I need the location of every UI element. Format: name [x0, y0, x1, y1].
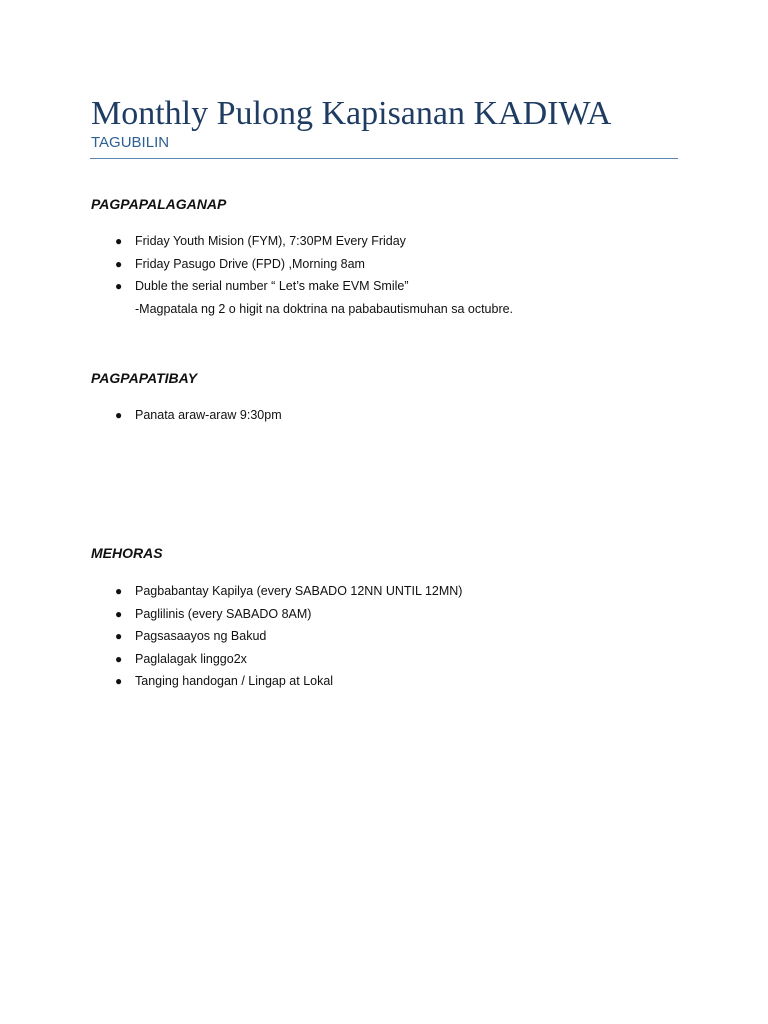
bullet-icon: ● — [115, 408, 123, 422]
bullet-icon: ● — [115, 629, 123, 643]
list-item — [0, 670, 462, 693]
bullet-icon: ● — [115, 584, 123, 598]
section-heading-pagpapatibay: PAGPAPATIBAY — [91, 370, 198, 386]
list-item-text: Paglalagak linggo2x — [135, 651, 247, 666]
list-item — [0, 275, 513, 320]
section-list-mehoras — [0, 580, 462, 693]
list-item-text: Pagsasaayos ng Bakud — [135, 629, 267, 643]
bullet-icon: ● — [115, 234, 123, 248]
section-list-pagpapalaganap — [0, 230, 513, 320]
section-heading-pagpapalaganap: PAGPAPALAGANAP — [91, 196, 227, 212]
section-list-pagpapatibay — [0, 404, 282, 427]
title-divider — [90, 158, 678, 159]
bullet-icon: ● — [115, 651, 123, 666]
list-item — [0, 625, 462, 648]
list-item — [0, 580, 462, 603]
list-item-text: Pagbabantay Kapilya (every SABADO 12NN UNTIL 12MN) — [135, 584, 463, 598]
bullet-icon: ● — [115, 279, 123, 293]
document-subtitle: TAGUBILIN — [91, 134, 170, 151]
list-item — [0, 648, 462, 671]
list-item-text: Friday Youth Mision (FYM), 7:30PM Every Friday — [135, 234, 406, 248]
list-item-text: Duble the serial number “ Let’s make EVM Smile” — [135, 279, 409, 293]
list-item-text: Tanging handogan / Lingap at Lokal — [135, 674, 334, 688]
list-item-text: Friday Pasugo Drive (FPD) ,Morning 8am — [135, 256, 365, 271]
section-heading-mehoras: MEHORAS — [91, 545, 163, 561]
list-item — [0, 603, 462, 626]
bullet-icon: ● — [115, 674, 123, 688]
bullet-icon: ● — [115, 606, 123, 621]
list-item — [0, 404, 282, 427]
bullet-icon: ● — [115, 256, 123, 271]
list-item-text: Panata araw-araw 9:30pm — [135, 408, 282, 422]
list-item — [0, 253, 513, 276]
list-item-note: -Magpatala ng 2 o higit na doktrina na pababautismuhan sa octubre. — [135, 301, 514, 316]
document-title: Monthly Pulong Kapisanan KADIWA — [91, 95, 612, 132]
list-item-text: Paglilinis (every SABADO 8AM) — [135, 606, 312, 621]
list-item — [0, 230, 513, 253]
